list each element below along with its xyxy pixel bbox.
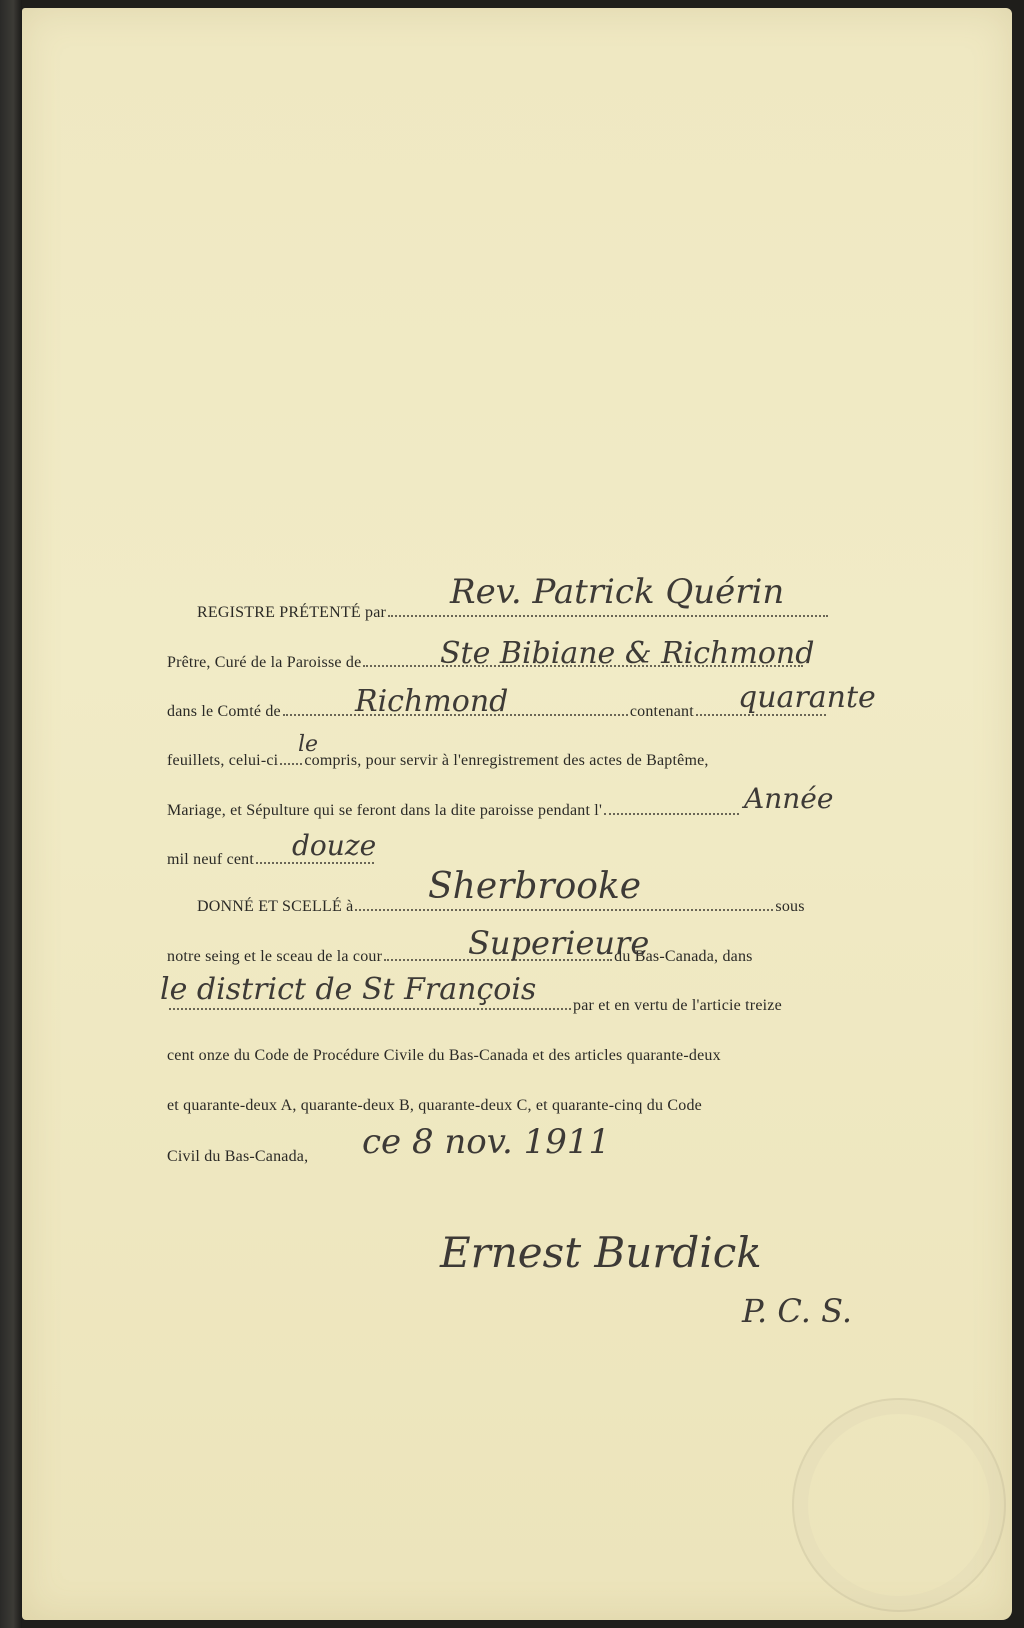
line-quarante-deux: et quarante-deux A, quarante-deux B, quarante-deux C, et quarante-cinq du Code — [167, 1097, 702, 1114]
bas-canada-label: du Bas-Canada, dans — [614, 948, 753, 965]
signature-title-handwritten: P. C. S. — [742, 1292, 853, 1330]
date-handwritten: ce 8 nov. 1911 — [362, 1122, 611, 1162]
signature-handwritten: Ernest Burdick — [440, 1228, 762, 1277]
contenant-label: contenant — [629, 703, 694, 720]
comte-label: dans le Comté de — [167, 703, 281, 720]
line-notre-seing — [167, 948, 753, 966]
article-label: par et en vertu de l'articie treize — [573, 997, 782, 1014]
embossed-seal — [792, 1398, 1006, 1612]
mil-neuf-cent-label: mil neuf cent — [167, 851, 255, 868]
seing-label: notre seing et le sceau de la cour — [167, 948, 383, 965]
district-handwritten: le district de St François — [160, 972, 537, 1007]
line-code-procedure: cent onze du Code de Procédure Civile du Bas-Canada et des articles quarante-deux — [167, 1047, 721, 1064]
book-binding — [0, 0, 22, 1628]
place-handwritten: Sherbrooke — [428, 866, 642, 907]
paroisse-label: Prêtre, Curé de la Paroisse de — [167, 654, 362, 671]
line-mariage — [167, 802, 741, 820]
priest-name-handwritten: Rev. Patrick Quérin — [450, 572, 785, 612]
feuillets-label: feuillets, celui-ci — [167, 752, 279, 769]
first-leaf-handwritten: le — [298, 732, 319, 757]
sous-label: sous — [775, 898, 805, 915]
period-handwritten: Année — [744, 782, 834, 815]
civil-label: Civil du Bas-Canada, — [167, 1148, 309, 1165]
leaves-handwritten: quarante — [738, 680, 876, 715]
compris-label: compris, pour servir à l'enregistrement des actes de Baptême, — [304, 752, 709, 769]
parish-handwritten: Ste Bibiane & Richmond — [440, 636, 815, 671]
registre-label: REGISTRE PRÉTENTÉ — [197, 604, 361, 621]
court-handwritten: Superieure — [468, 924, 650, 962]
par-label: par — [365, 604, 387, 621]
mariage-label: Mariage, et Sépulture qui se feront dans la dite paroisse pendant l' — [167, 802, 603, 819]
line-feuillets — [167, 752, 709, 770]
donne-label: DONNÉ ET SCELLÉ à — [197, 898, 354, 915]
year-handwritten: douze — [292, 829, 377, 862]
county-handwritten: Richmond — [355, 684, 509, 719]
line-civil — [167, 1148, 308, 1166]
